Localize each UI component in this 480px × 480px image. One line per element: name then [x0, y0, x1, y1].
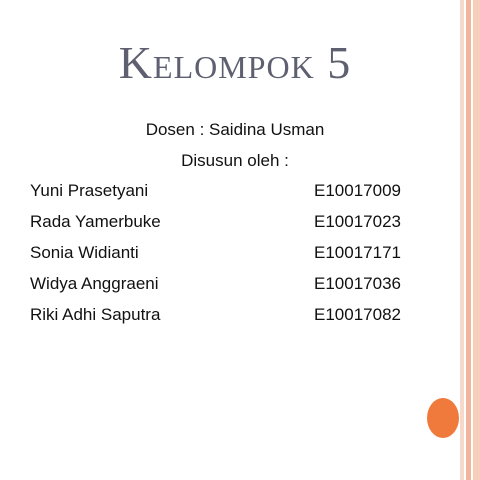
member-id: E10017009	[314, 181, 401, 200]
member-row	[30, 243, 410, 274]
member-name: Rada Yamerbuke	[30, 212, 161, 231]
member-name: Sonia Widianti	[30, 243, 139, 262]
lecturer-line: Dosen : Saidina Usman	[145, 120, 325, 139]
slide-title: Kelompok 5	[118, 37, 352, 88]
member-id: E10017023	[314, 212, 401, 231]
member-name: Riki Adhi Saputra	[30, 305, 161, 324]
decorative-circle-icon	[427, 398, 459, 438]
member-list	[30, 181, 410, 336]
member-row	[30, 212, 410, 243]
member-name: Widya Anggraeni	[30, 274, 159, 293]
member-row	[30, 274, 410, 305]
member-row	[30, 181, 410, 212]
member-row	[30, 305, 410, 336]
member-id: E10017036	[314, 274, 401, 293]
compiled-by-label: Disusun oleh :	[181, 151, 289, 170]
member-name: Yuni Prasetyani	[30, 181, 149, 200]
member-id: E10017082	[314, 305, 401, 324]
member-id: E10017171	[314, 243, 401, 262]
